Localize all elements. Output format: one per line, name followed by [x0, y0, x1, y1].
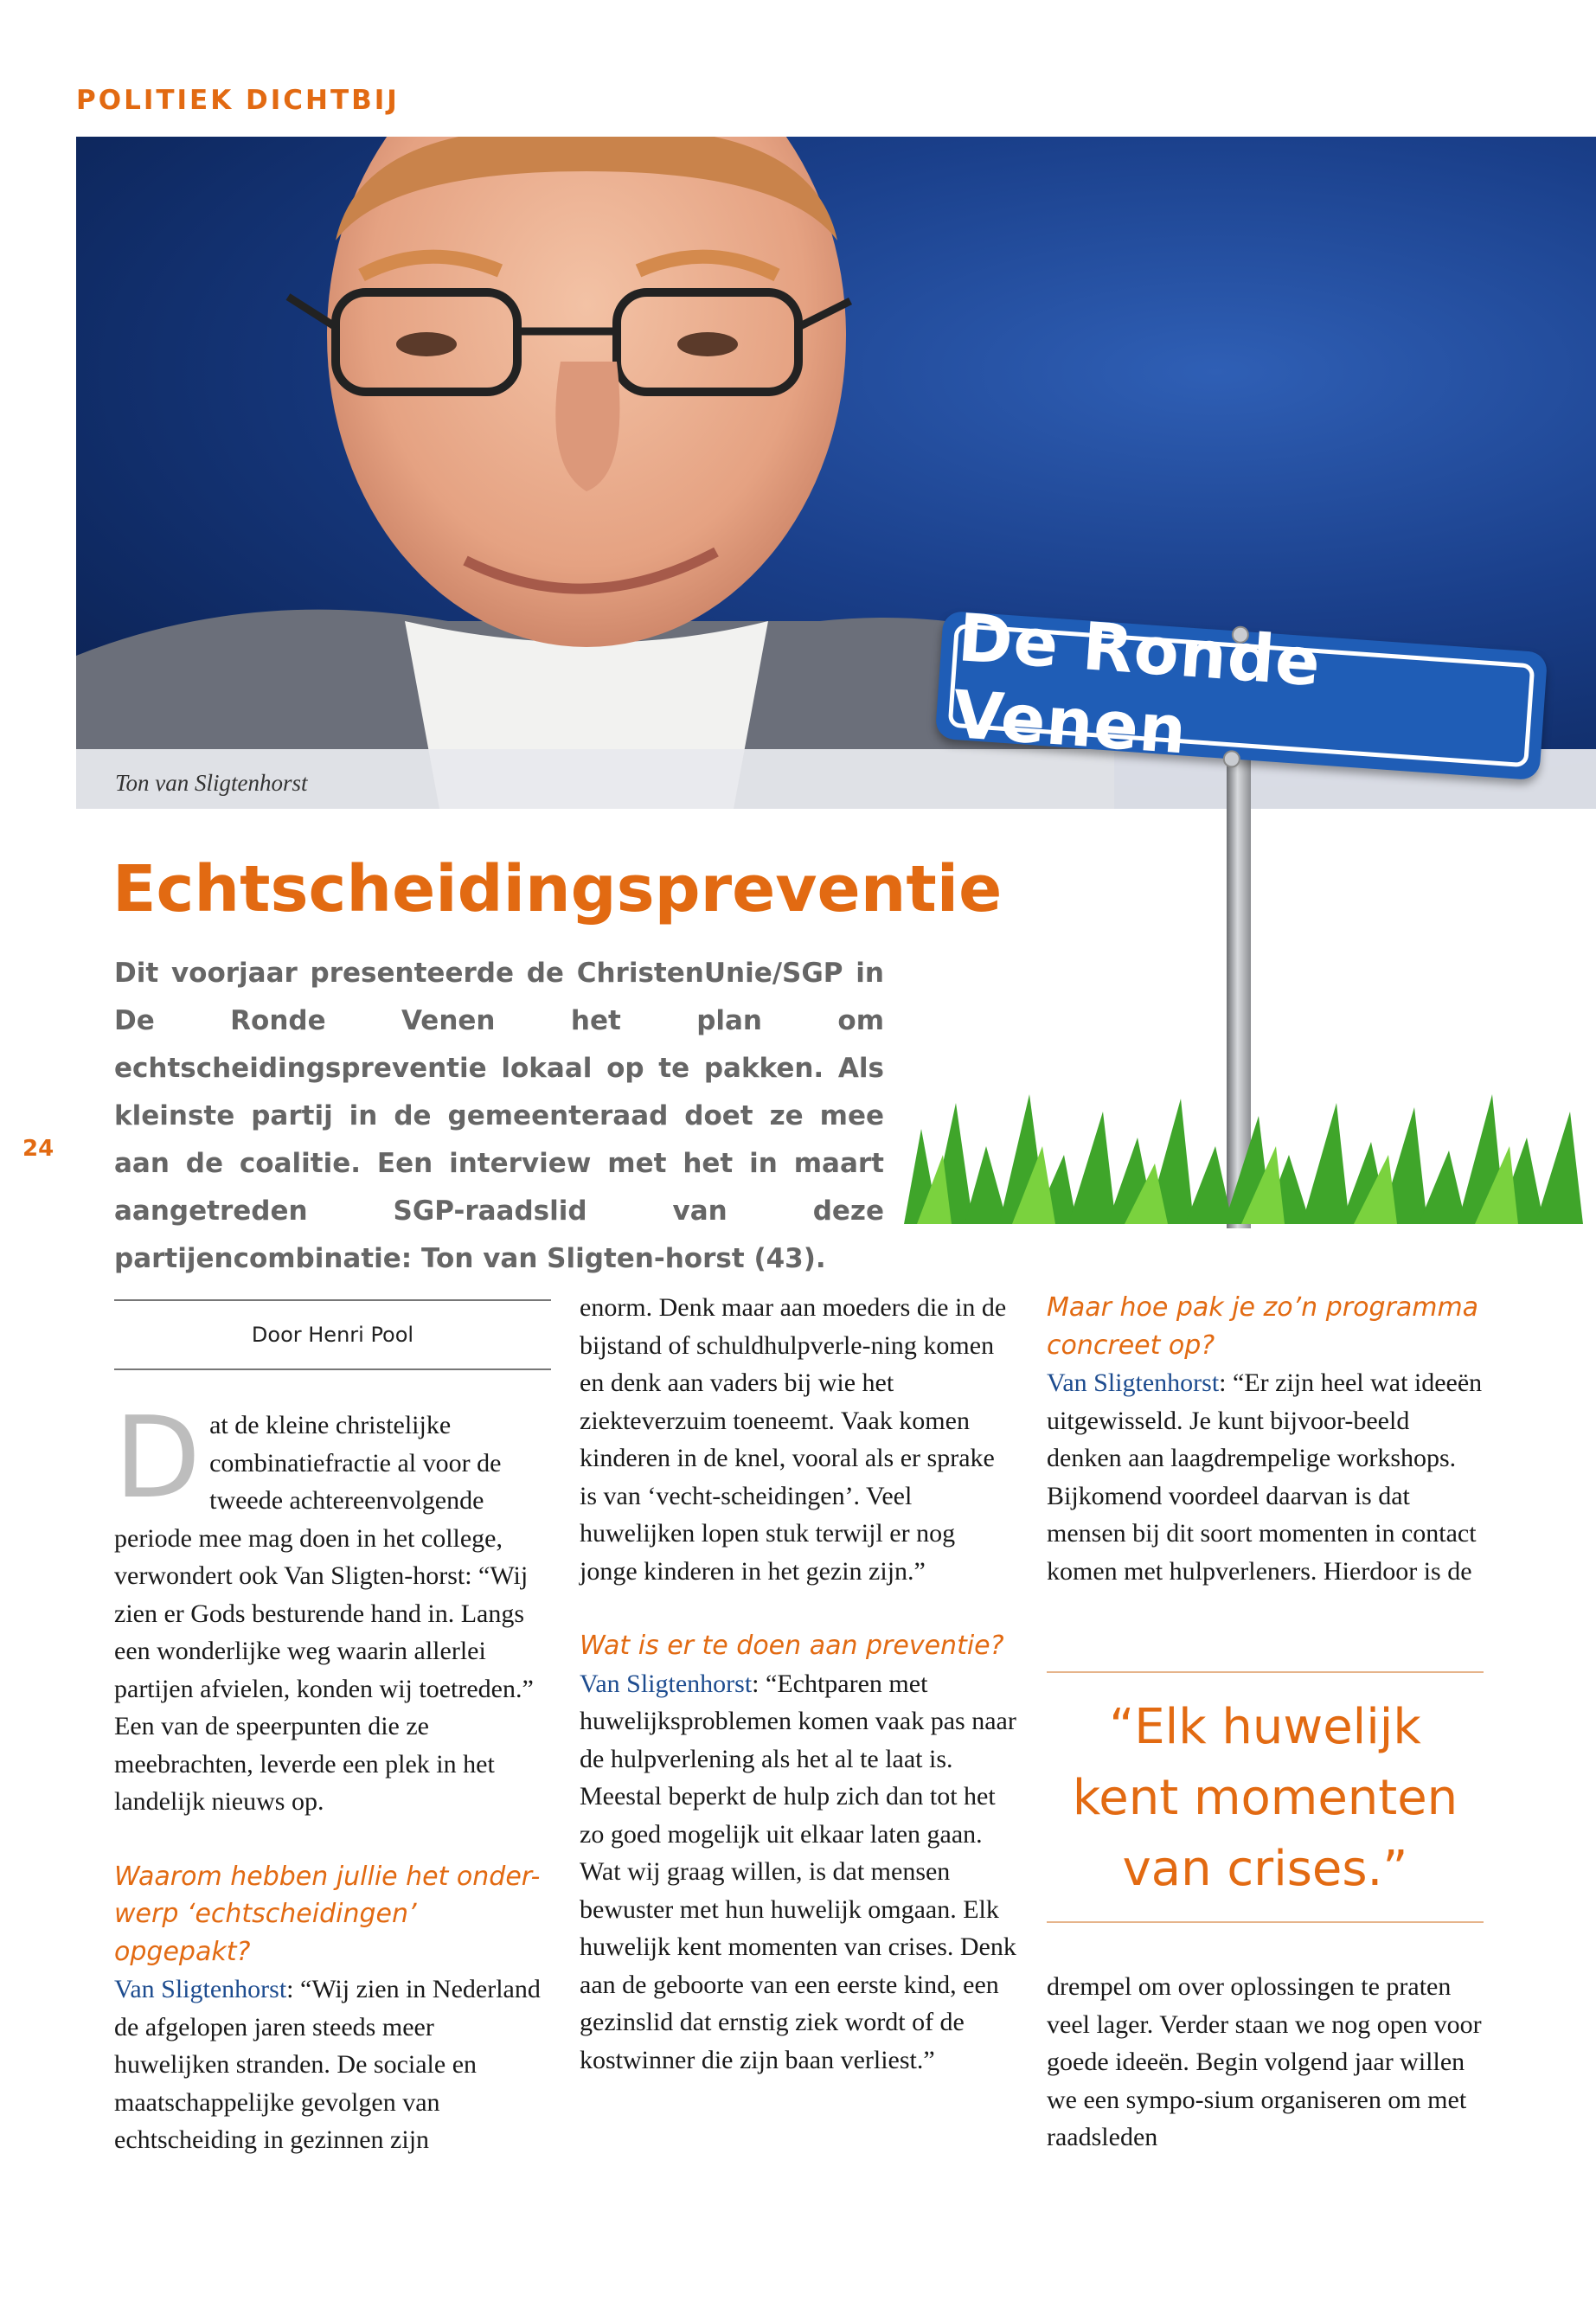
interview-answer	[114, 1971, 551, 2159]
interview-question: Waarom hebben jullie het onder-werp ‘echtscheidingen’ opgepakt?	[114, 1861, 541, 1967]
grass-icon	[904, 1094, 1596, 1224]
answer-text: : “Wij zien in Nederland de afgelopen jaren steeds meer huwelijken stranden. De sociale en maatschappelijke gevolgen van echtscheiding in gezinnen zijn	[114, 1975, 541, 2154]
byline: Door Henri Pool	[251, 1323, 414, 1347]
speaker-name: Van Sligtenhorst	[114, 1975, 287, 2003]
answer-text: : “Echtparen met huwelijksproblemen komen vaak pas naar de hulpverlening als het al te laat is. Meestal beperkt de hulp zich dan tot het zo goed mogelijk uit elkaar laten gaan. Wat wij graag willen, is dat mensen bewuster met hun huwelijk omgaan. Elk huwelijk kent momenten van crises. Denk aan de geboorte van een eerste kind, een gezinslid dat ernstig ziek wordt of de kostwinner die zijn baan verliest.”	[580, 1669, 1016, 2074]
pull-quote-line: “Elk huwelijk	[1109, 1699, 1421, 1755]
article-intro: Dit voorjaar presenteerde de ChristenUnie/SGP in De Ronde Venen het plan om echtscheidingspreventie lokaal op te pakken. Als kleinste partij in de gemeenteraad doet ze mee aan de coalitie. Een interview met het in maart aangetreden SGP-raadslid van deze partijencombinatie: Ton van Sligten-horst (43).	[114, 958, 884, 1274]
paragraph-text: at de kleine christelijke combinatiefractie al voor de tweede achtereenvolgende periode mee mag doen in het college, verwondert ook Van Sligten-horst: “Wij zien er Gods besturende hand in. Langs een wonderlijke weg waarin allerlei partijen afvielen, konden wij toetreden.” Een van de speerpunten die ze meebrachten, leverde een plek in het landelijk nieuws op.	[114, 1411, 534, 1816]
byline-box	[114, 1299, 551, 1370]
article-column-3-continued	[1047, 1968, 1484, 2157]
pull-quote-line: kent momenten	[1072, 1770, 1458, 1826]
speaker-name: Van Sligtenhorst	[580, 1669, 753, 1698]
article-column-2	[580, 1289, 1016, 2079]
page-number: 24	[22, 1136, 54, 1162]
sign-border	[948, 599, 1535, 769]
interview-question: Maar hoe pak je zo’n programma concreet op?	[1047, 1292, 1479, 1361]
body-paragraph: enorm. Denk maar aan moeders die in de bijstand of schuldhulpverle-ning komen en denk aan vaders bij wie het ziekteverzuim toeneemt. Vaak komen kinderen in de knel, vooral als er sprake is van ‘vecht-scheidingen’. Veel huwelijken lopen stuk terwijl er nog jonge kinderen in het gezin zijn.”	[580, 1293, 1007, 1586]
section-label: POLITIEK DICHTBIJ	[76, 85, 400, 116]
pull-quote	[1047, 1671, 1484, 1923]
interview-answer	[580, 1665, 1016, 2080]
interview-question: Wat is er te doen aan preventie?	[580, 1631, 1004, 1661]
pull-quote-line: van crises.”	[1122, 1841, 1408, 1897]
body-paragraph	[114, 1392, 551, 1821]
article-column-1	[114, 1289, 551, 2159]
street-sign	[935, 599, 1548, 780]
sign-text: De Ronde Venen	[950, 599, 1324, 769]
article-title: Echtscheidingspreventie	[112, 852, 1003, 926]
interview-answer	[1047, 1364, 1484, 1590]
speaker-name: Van Sligtenhorst	[1047, 1368, 1220, 1397]
body-paragraph: drempel om over oplossingen te praten veel lager. Verder staan we nog open voor goede ideeën. Begin volgend jaar willen we een sympo-sium organiseren om met raadsleden	[1047, 1972, 1482, 2151]
photo-caption: Ton van Sligtenhorst	[115, 770, 308, 796]
dropcap: D	[114, 1392, 202, 1523]
answer-text: : “Er zijn heel wat ideeën uitgewisseld. Je kunt bijvoor-beeld denken aan laagdrempelige workshops. Bijkomend voordeel daarvan is dat mensen bij dit soort momenten in contact komen met hulpverleners. Hierdoor is de	[1047, 1368, 1483, 1586]
article-column-3	[1047, 1289, 1484, 1590]
